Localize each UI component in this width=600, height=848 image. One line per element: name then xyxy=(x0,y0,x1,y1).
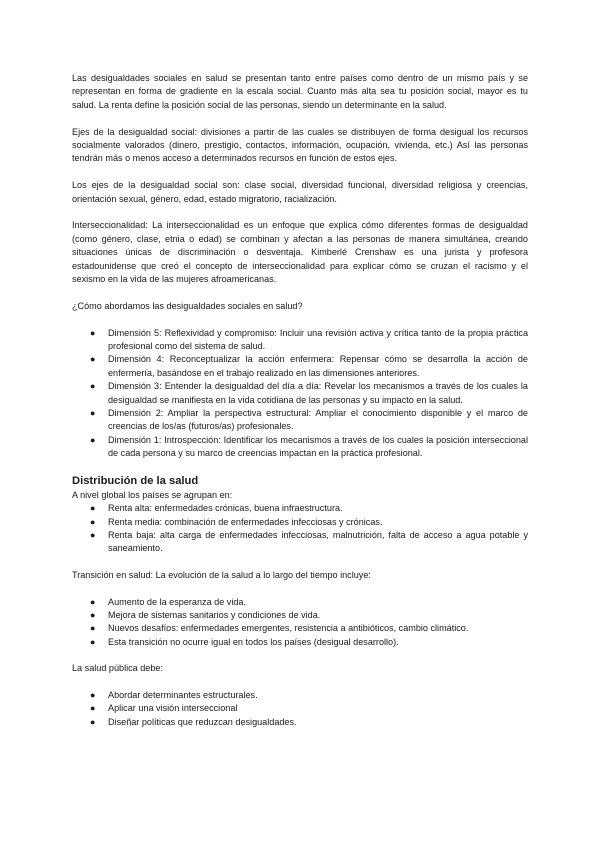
salud-publica-list xyxy=(90,689,528,729)
distribucion-intro: A nivel global los países se agrupan en: xyxy=(72,489,233,500)
bullet-icon: ● xyxy=(90,327,96,338)
paragraph-ejes-lista: Los ejes de la desigualdad social son: clase social, diversidad funcional, diversidad religiosa y creencias, orientación sexual, género, edad, estado migratorio, racialización. xyxy=(72,180,528,204)
list-item: ● Renta media: combinación de enfermedades infecciosas y crónicas. xyxy=(90,516,528,529)
bullet-icon: ● xyxy=(90,623,96,634)
list-item: ● Aplicar una visión interseccional xyxy=(90,702,528,715)
list-item: ● Dimensión 5: Reflexividad y compromiso: Incluir una revisión activa y crítica tanto de la propia práctica profesional como del sistema de salud. xyxy=(90,327,528,352)
list-item: ● Dimensión 1: Introspección: Identificar los mecanismos a través de los cuales la posición interseccional de cada persona y su marco de creencias impactan en la práctica profesional. xyxy=(90,434,528,459)
list-item: ● Dimensión 3: Entender la desigualdad del día a día: Revelar los mecanismos a través de los cuales la desigualdad se manifiesta en la vida cotidiana de las personas y su impacto en la salud. xyxy=(90,381,528,405)
list-item: ● Dimensión 2: Ampliar la perspectiva estructural: Ampliar el conocimiento disponible y el marco de creencias de los/as (futuros/as) profesionales. xyxy=(90,408,528,432)
paragraph-desigualdades: Las desigualdades sociales en salud se presentan tanto entre países como dentro de un mismo país y se representan en forma de gradiente en la escala social. Cuanto más alta sea tu posición social, mayor es tu salud. La renta define la posición social de las personas, siendo un determinante en la salud. xyxy=(72,73,528,110)
list-item: ● Abordar determinantes estructurales. xyxy=(90,689,528,702)
bullet-icon: ● xyxy=(90,596,96,607)
list-item: ● Nuevos desafíos: enfermedades emergentes, resistencia a antibióticos, cambio climático. xyxy=(90,622,528,635)
dimensions-list xyxy=(90,327,528,461)
transicion-intro: Transición en salud: La evolución de la salud a lo largo del tiempo incluye: xyxy=(72,569,371,580)
bullet-icon: ● xyxy=(90,703,96,714)
bullet-icon: ● xyxy=(90,381,96,392)
paragraph-interseccionalidad: Interseccionalidad: La interseccionalidad es un enfoque que explica cómo diferentes formas de desigualdad (como género, clase, etnia o edad) se combinan y afectan a las personas de manera simultánea, creando situaciones únicas de discriminación o desventaja. Kimberlé Crenshaw es una jurista y profesora estadounidense que creó el concepto de interseccionalidad para explicar cómo se cruzan el racismo y el sexismo en la vida de las mujeres afroamericanas. xyxy=(72,220,528,285)
bullet-icon: ● xyxy=(90,516,96,527)
list-item: ● Dimensión 4: Reconceptualizar la acción enfermera: Repensar cómo se desarrolla la acción de enfermería, basándose en el trabajo realizado en las dimensiones anteriores. xyxy=(90,354,528,378)
section-heading-distribucion: Distribución de la salud xyxy=(72,474,199,487)
list-item: ● Renta baja: alta carga de enfermedades infecciosas, malnutrición, falta de acceso a agua potable y saneamiento. xyxy=(90,529,528,554)
transicion-list xyxy=(90,596,528,650)
list-item: ● Renta alta: enfermedades crónicas, buena infraestructura. xyxy=(90,502,528,515)
list-item: ● Mejora de sistemas sanitarios y condiciones de vida. xyxy=(90,609,528,622)
list-item: ● Diseñar políticas que reduzcan desigualdades. xyxy=(90,716,528,729)
list-item: ● Esta transición no ocurre igual en todos los países (desigual desarrollo). xyxy=(90,636,528,649)
bullet-icon: ● xyxy=(90,434,96,445)
distribucion-list xyxy=(90,502,528,556)
salud-publica-intro: La salud pública debe: xyxy=(72,663,164,674)
document-page xyxy=(72,72,528,729)
bullet-icon: ● xyxy=(90,408,96,419)
question-abordaje: ¿Cómo abordamos las desigualdades sociales en salud? xyxy=(72,300,303,311)
bullet-icon: ● xyxy=(90,636,96,647)
list-item: ● Aumento de la esperanza de vida. xyxy=(90,596,528,609)
bullet-icon: ● xyxy=(90,503,96,514)
bullet-icon: ● xyxy=(90,689,96,700)
bullet-icon: ● xyxy=(90,609,96,620)
bullet-icon: ● xyxy=(90,716,96,727)
bullet-icon: ● xyxy=(90,354,96,365)
bullet-icon: ● xyxy=(90,529,96,540)
paragraph-ejes-definicion: Ejes de la desigualdad social: divisiones a partir de las cuales se distribuyen de forma desigual los recursos socialmente valorados (dinero, prestigio, contactos, información, ocupación, vivienda, etc.) Así las personas tendrán más o menos acceso a determinados recursos en función de estos ejes. xyxy=(72,126,528,164)
